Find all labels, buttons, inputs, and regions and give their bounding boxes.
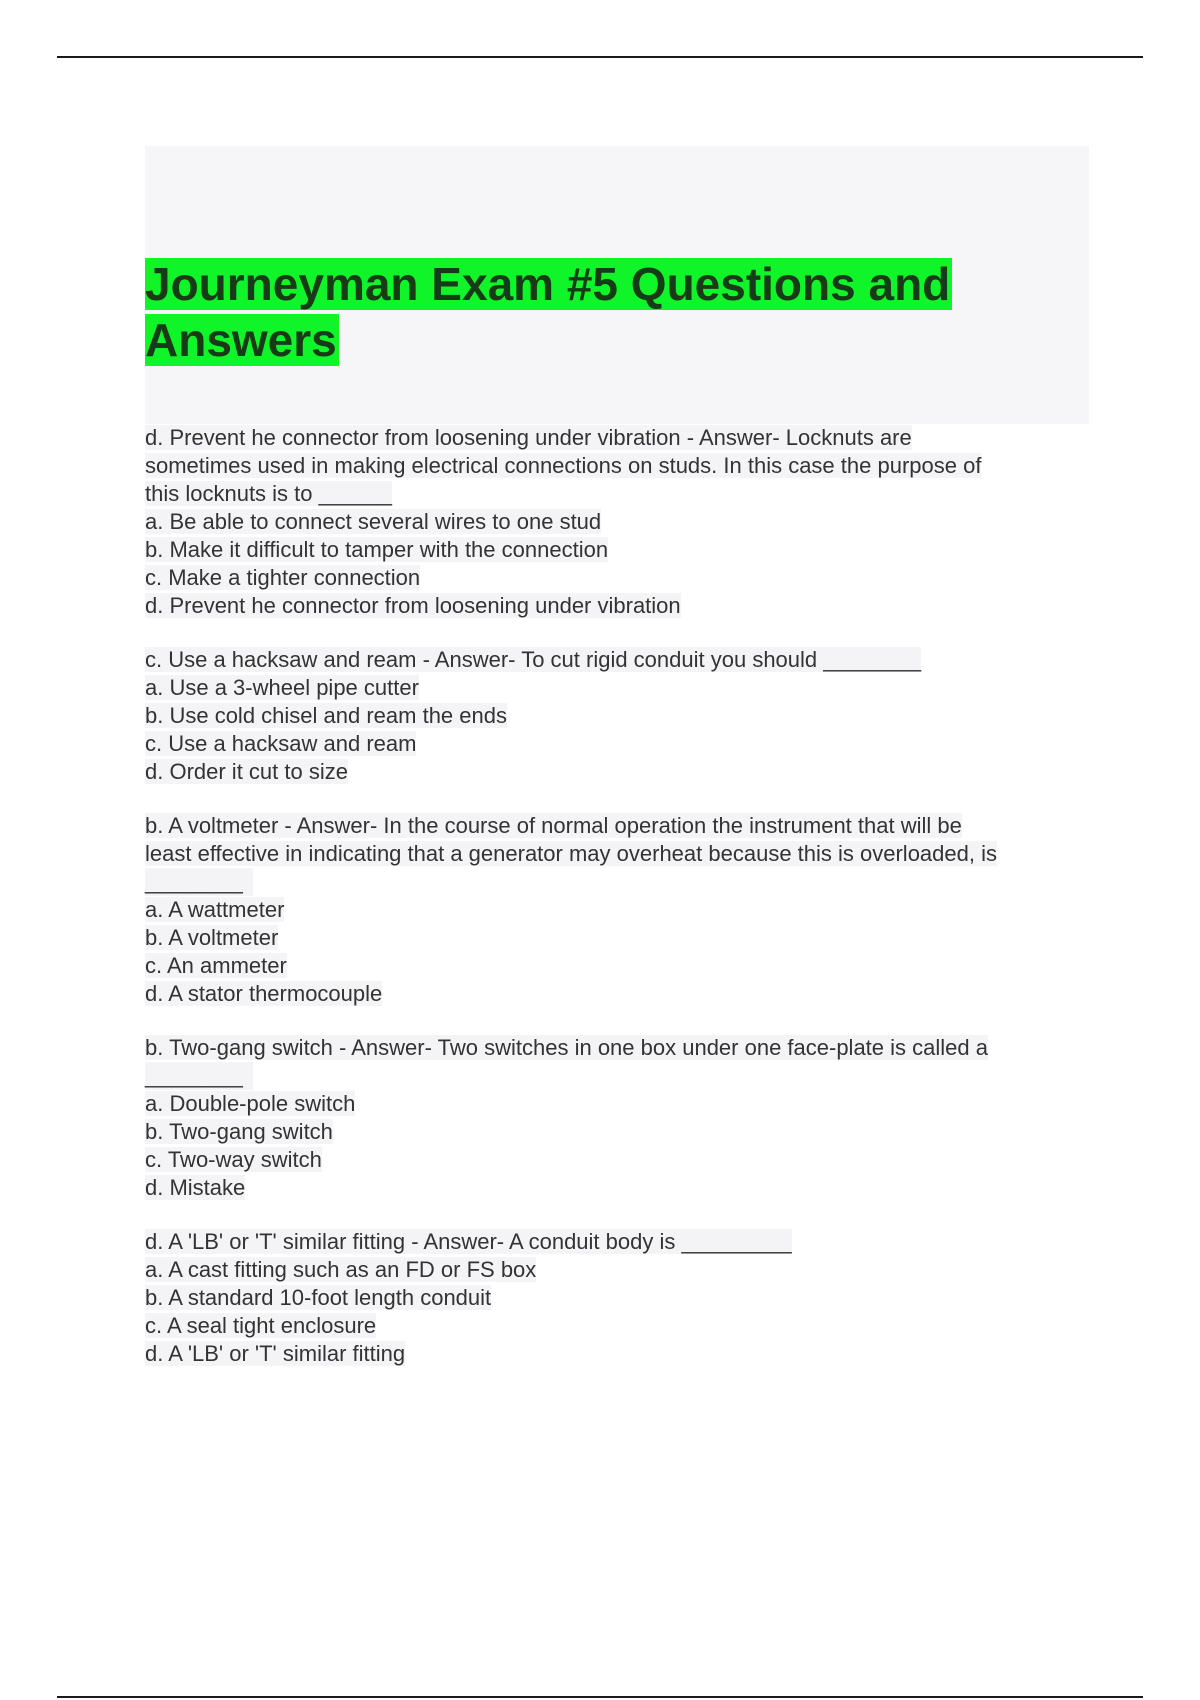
qa-block-4 — [145, 1034, 1100, 1202]
document-title — [145, 256, 1045, 368]
question-line: this locknuts is to ______ — [145, 481, 393, 506]
answer-option-b: b. Make it difficult to tamper with the connection — [145, 537, 609, 562]
answer-option-a: a. Be able to connect several wires to one stud — [145, 509, 602, 534]
answer-option-a: a. A cast fitting such as an FD or FS box — [145, 1257, 537, 1282]
question-line: least effective in indicating that a generator may overheat because this is overloaded, is — [145, 841, 997, 866]
answer-option-c: c. A seal tight enclosure — [145, 1313, 377, 1338]
answer-option-b: b. Use cold chisel and ream the ends — [145, 703, 507, 728]
question-line: c. Use a hacksaw and ream - Answer- To cut rigid conduit you should ________ — [145, 647, 922, 672]
question-line: d. Prevent he connector from loosening under vibration - Answer- Locknuts are — [145, 425, 912, 450]
question-blank-line: ________ — [145, 868, 1100, 896]
answer-option-c: c. Make a tighter connection — [145, 565, 421, 590]
question-line: b. A voltmeter - Answer- In the course of normal operation the instrument that will be — [145, 813, 962, 838]
answer-option-b: b. Two-gang switch — [145, 1119, 333, 1144]
answer-option-c: c. An ammeter — [145, 953, 287, 978]
qa-block-5 — [145, 1228, 1100, 1368]
question-line: b. Two-gang switch - Answer- Two switches in one box under one face-plate is called a — [145, 1035, 988, 1060]
title-highlight-line-2: Answers — [145, 314, 337, 366]
answer-option-b: b. A standard 10-foot length conduit — [145, 1285, 492, 1310]
qa-block-1 — [145, 424, 1100, 620]
qa-block-2 — [145, 646, 1100, 786]
answer-option-d: d. Prevent he connector from loosening under vibration — [145, 593, 681, 618]
answer-option-a: a. Use a 3-wheel pipe cutter — [145, 675, 419, 700]
answer-option-a: a. Double-pole switch — [145, 1091, 356, 1116]
top-rule — [57, 56, 1143, 58]
bottom-rule — [57, 1696, 1143, 1698]
answer-option-d: d. A stator thermocouple — [145, 981, 383, 1006]
qa-content — [145, 424, 1100, 1394]
answer-option-a: a. A wattmeter — [145, 897, 285, 922]
question-line: d. A 'LB' or 'T' similar fitting - Answer- A conduit body is _________ — [145, 1229, 792, 1254]
answer-option-d: d. Order it cut to size — [145, 759, 348, 784]
answer-option-c: c. Two-way switch — [145, 1147, 322, 1172]
question-blank-line: ________ — [145, 1062, 1100, 1090]
title-highlight-line-1: Journeyman Exam #5 Questions and — [145, 258, 951, 310]
answer-option-c: c. Use a hacksaw and ream — [145, 731, 417, 756]
qa-block-3 — [145, 812, 1100, 1008]
answer-option-d: d. A 'LB' or 'T' similar fitting — [145, 1341, 406, 1366]
answer-option-d: d. Mistake — [145, 1175, 246, 1200]
question-line: sometimes used in making electrical connections on studs. In this case the purpose of — [145, 453, 982, 478]
answer-option-b: b. A voltmeter — [145, 925, 279, 950]
